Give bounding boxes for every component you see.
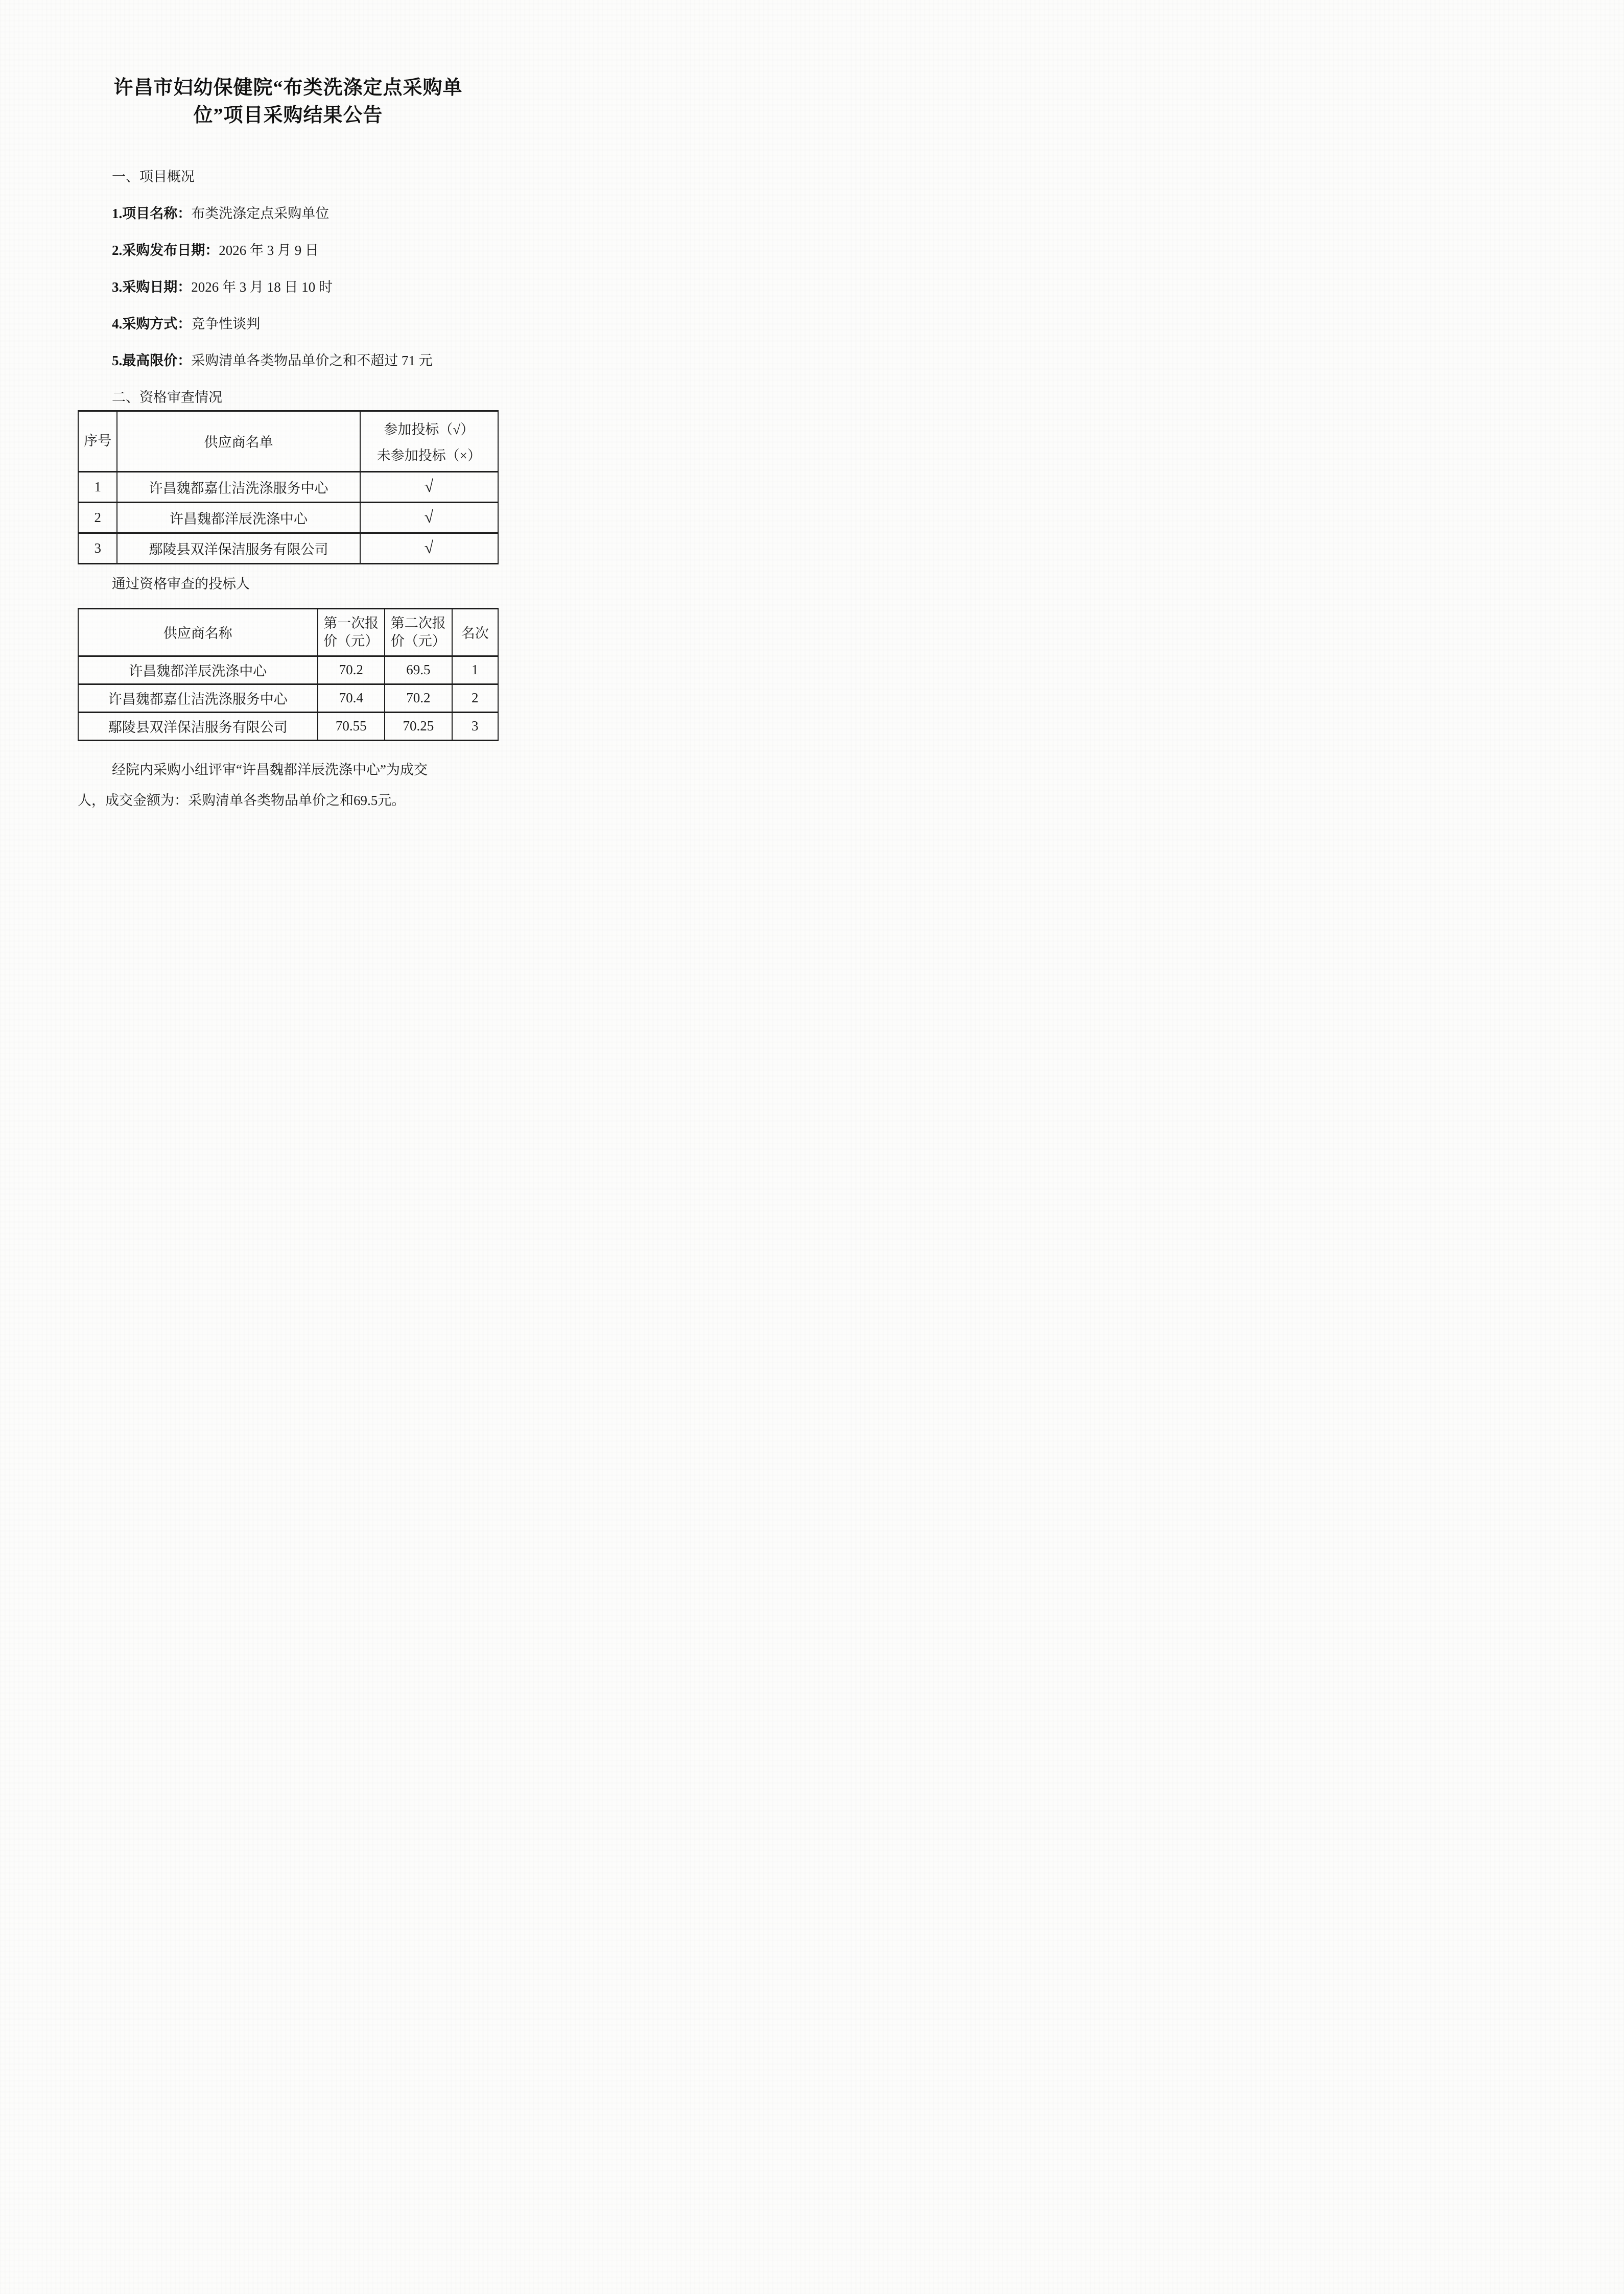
qual-row-supplier: 许昌魏都嘉仕洁洗涤服务中心 [117,471,360,502]
title-line-1: 许昌市妇幼保健院“布类洗涤定点采购单 [113,77,463,99]
quote-header-first-price-l2: 价（元） [323,633,379,649]
item-procure-date-label: 3.采购日期： [112,279,192,295]
checkmark-icon: √ [423,508,435,527]
quote-row-supplier: 许昌魏都洋辰洗涤中心 [78,656,318,684]
qual-row-no: 2 [78,502,117,533]
quote-row-first-price: 70.55 [318,712,385,740]
quote-header-first-price-l1: 第一次报 [323,615,379,631]
passed-qualification-note: 通过资格审查的投标人 [112,576,250,592]
document-page [0,0,562,836]
qual-header-seq: 序号 [78,411,117,471]
item-max-price [112,349,499,369]
quote-table-header-row [78,608,498,656]
qualification-table-header-row [78,411,498,471]
qualification-table [78,410,499,564]
item-procure-date-value: 2026 年 3 月 18 日 10 时 [191,279,333,295]
quote-row-second-price: 70.25 [385,712,452,740]
qual-row-supplier: 鄢陵县双洋保洁服务有限公司 [117,533,360,563]
quote-row [78,684,498,712]
item-project-name-label: 1.项目名称： [112,205,192,221]
item-project-name-value: 布类洗涤定点采购单位 [191,205,329,221]
qual-header-participated: 参加投标（√） [384,422,475,438]
quote-header-first-price [318,608,385,656]
qual-header-not-participated: 未参加投标（×） [376,447,481,463]
qual-row-mark [360,533,498,563]
qual-row-no: 1 [78,471,117,502]
qualification-row [78,502,498,533]
item-procure-method-label: 4.采购方式： [112,316,192,332]
item-max-price-value: 采购清单各类物品单价之和不超过 71 元 [191,352,433,368]
quote-header-supplier: 供应商名称 [78,608,318,656]
quote-row-first-price: 70.2 [318,656,385,684]
title-line-2: 位”项目采购结果公告 [193,104,383,126]
quote-table [78,608,499,741]
qual-header-supplier: 供应商名单 [117,411,360,471]
qualification-row [78,471,498,502]
quote-row-rank: 2 [452,684,498,712]
conclusion-line-1: 经院内采购小组评审“许昌魏都洋辰洗涤中心”为成交 [112,762,428,777]
qual-header-participation [360,411,498,471]
quote-row [78,656,498,684]
quote-row-rank: 3 [452,712,498,740]
qual-row-mark [360,502,498,533]
checkmark-icon: √ [423,477,435,496]
checkmark-icon: √ [423,538,435,558]
conclusion-line-2: 人，成交金额为：采购清单各类物品单价之和69.5元。 [78,792,406,808]
quote-header-second-price-l2: 价（元） [390,633,446,649]
item-max-price-label: 5.最高限价： [112,352,192,368]
item-procure-method [112,313,499,333]
quote-row [78,712,498,740]
qualification-row [78,533,498,563]
item-project-name [112,202,499,222]
quote-header-second-price [385,608,452,656]
quote-row-first-price: 70.4 [318,684,385,712]
page-title [78,75,499,130]
item-publish-date-value: 2026 年 3 月 9 日 [219,242,319,258]
qual-row-supplier: 许昌魏都洋辰洗涤中心 [117,502,360,533]
quote-row-second-price: 70.2 [385,684,452,712]
quote-row-supplier: 许昌魏都嘉仕洁洗涤服务中心 [78,684,318,712]
section-2-heading: 二、资格审查情况 [112,389,222,405]
qual-row-mark [360,471,498,502]
quote-row-supplier: 鄢陵县双洋保洁服务有限公司 [78,712,318,740]
section-1-heading: 一、项目概况 [112,169,195,184]
item-procure-method-value: 竞争性谈判 [191,316,261,332]
quote-header-rank: 名次 [452,608,498,656]
quote-header-second-price-l1: 第二次报 [390,615,446,631]
item-publish-date [112,239,499,259]
quote-row-rank: 1 [452,656,498,684]
item-publish-date-label: 2.采购发布日期： [112,242,219,258]
qual-row-no: 3 [78,533,117,563]
conclusion-paragraph [78,754,499,816]
quote-row-second-price: 69.5 [385,656,452,684]
item-procure-date [112,276,499,296]
